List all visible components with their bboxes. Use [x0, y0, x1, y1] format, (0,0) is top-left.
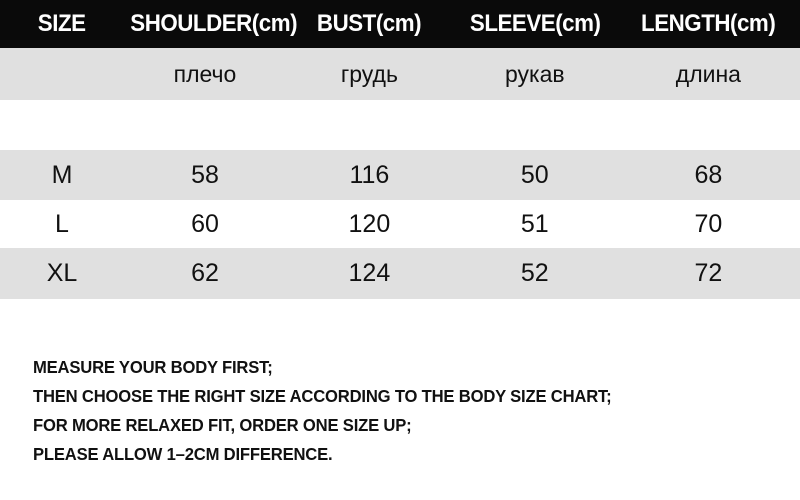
note-line-2: THEN CHOOSE THE RIGHT SIZE ACCORDING TO THE BODY SIZE CHART;: [33, 386, 612, 406]
col-header-size: [0, 10, 124, 38]
length-cell: 72: [694, 259, 723, 287]
shoulder-cell: 58: [191, 160, 219, 189]
measurement-notes: [0, 299, 800, 469]
size-cell: XL: [46, 259, 78, 287]
note-line-1: MEASURE YOUR BODY FIRST;: [33, 357, 273, 377]
table-row-m: [0, 150, 800, 200]
bust-cell: 120: [348, 209, 391, 238]
shoulder-cell: 60: [191, 209, 219, 238]
col-header-shoulder-label: SHOULDER(cm): [130, 10, 298, 37]
bust-cell: 116: [349, 160, 390, 189]
col-header-length-label: LENGTH(cm): [641, 10, 776, 37]
length-cell: 70: [694, 209, 723, 238]
bust-cell: 124: [348, 259, 391, 287]
col-header-sleeve-label: SLEEVE(cm): [469, 10, 601, 37]
col-header-bust: [286, 10, 453, 38]
subheader-bust-ru: грудь: [340, 60, 398, 87]
sleeve-cell: 50: [520, 160, 549, 189]
length-cell: 68: [694, 160, 723, 189]
sleeve-cell: 51: [520, 209, 549, 238]
sleeve-cell: 52: [520, 259, 549, 287]
col-header-shoulder: [124, 10, 298, 38]
subheader-sleeve-ru: рукав: [504, 60, 565, 87]
table-row-xl: [0, 248, 800, 299]
table-row-l: [0, 200, 800, 248]
subheader-row-russian: [0, 48, 800, 100]
size-cell: L: [55, 209, 69, 238]
col-header-bust-label: BUST(cm): [317, 10, 422, 37]
size-cell: M: [51, 160, 73, 189]
col-header-size-label: SIZE: [38, 10, 86, 37]
spacer-row: [0, 100, 800, 150]
col-header-sleeve: [453, 10, 617, 38]
subheader-shoulder-ru: плечо: [173, 60, 237, 87]
col-header-length: [617, 10, 800, 38]
shoulder-cell: 62: [191, 259, 219, 287]
note-line-3: FOR MORE RELAXED FIT, ORDER ONE SIZE UP;: [33, 415, 412, 435]
note-line-4: PLEASE ALLOW 1–2CM DIFFERENCE.: [33, 444, 333, 464]
subheader-length-ru: длина: [675, 60, 741, 87]
header-row: [0, 0, 800, 48]
